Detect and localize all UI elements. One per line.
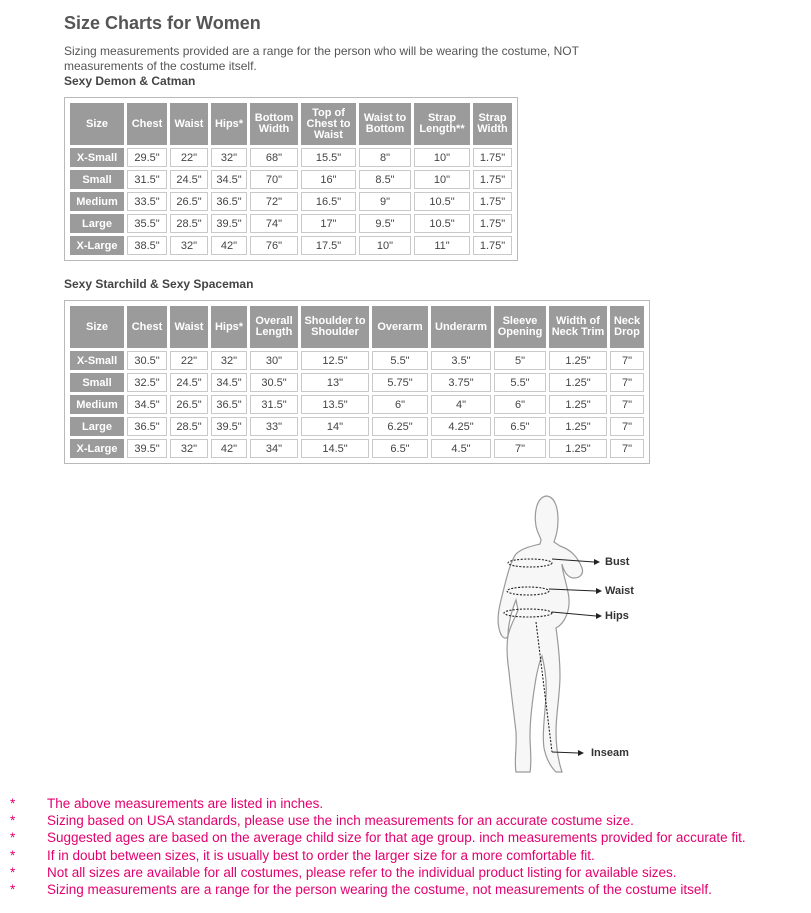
table-cell: 1.75" [473,236,512,255]
note-text: The above measurements are listed in inches. [47,796,324,811]
table1-header: Bottom Width [250,103,298,145]
table2-header: Neck Drop [610,306,644,348]
note-item [10,864,810,881]
table-cell: 28.5" [170,214,208,233]
table-row [70,417,644,436]
note-bullet: * [10,881,16,897]
table2-header-row [70,306,644,348]
table2-header: Size [70,306,124,348]
table-row [70,395,644,414]
inseam-arrowhead [578,750,584,756]
table-cell: 1.75" [473,148,512,167]
table-cell: 3.5" [431,351,491,370]
size-cell: Medium [70,192,124,211]
inseam-label: Inseam [591,747,629,759]
table-row [70,170,512,189]
table-cell: 11" [414,236,470,255]
table-cell: 1.25" [549,439,607,458]
table-cell: 1.25" [549,395,607,414]
table-cell: 34.5" [211,373,247,392]
table-cell: 1.25" [549,351,607,370]
table-cell: 30" [250,351,298,370]
table-cell: 16.5" [301,192,356,211]
page-title: Size Charts for Women [64,13,261,33]
table-cell: 29.5" [127,148,167,167]
table-cell: 8" [359,148,411,167]
table-cell: 7" [610,373,644,392]
table-row [70,351,644,370]
table1-header: Waist [170,103,208,145]
intro-text: Sizing measurements provided are a range for the person who will be wearing the costume, NOT measurements of the costume itself. [64,44,579,73]
note-bullet: * [10,796,16,811]
woman-silhouette-icon [478,492,638,777]
table1-header: Hips* [211,103,247,145]
note-item [10,847,810,864]
table-cell: 26.5" [170,192,208,211]
table-cell: 3.75" [431,373,491,392]
table2-header: Underarm [431,306,491,348]
table-cell: 24.5" [170,373,208,392]
table-cell: 72" [250,192,298,211]
table1-header: Strap Length** [414,103,470,145]
table-row [70,192,512,211]
table-cell: 10" [359,236,411,255]
waist-arrowhead [596,588,602,594]
size-cell: X-Large [70,439,124,458]
table-cell: 14" [301,417,369,436]
table-cell: 68" [250,148,298,167]
table2-header: Waist [170,306,208,348]
table-cell: 13" [301,373,369,392]
hips-label: Hips [605,610,629,622]
table-cell: 39.5" [211,417,247,436]
bust-arrowhead [594,559,600,565]
table-cell: 17" [301,214,356,233]
table-cell: 10.5" [414,192,470,211]
table-cell: 36.5" [211,192,247,211]
note-item [10,812,810,829]
table-row [70,236,512,255]
table-cell: 42" [211,439,247,458]
table-cell: 38.5" [127,236,167,255]
table-cell: 13.5" [301,395,369,414]
table-cell: 6.5" [494,417,546,436]
table1-header: Chest [127,103,167,145]
table1-header: Strap Width [473,103,512,145]
table-cell: 1.25" [549,373,607,392]
note-text: Suggested ages are based on the average child size for that age group. inch measurements provided for accurate fit. [47,830,746,846]
table-cell: 39.5" [211,214,247,233]
sizing-notes [10,795,810,898]
table-cell: 4" [431,395,491,414]
table-row [70,373,644,392]
note-bullet: * [10,813,16,829]
size-table-demon-catman [64,97,518,261]
table-cell: 8.5" [359,170,411,189]
table-cell: 17.5" [301,236,356,255]
table-cell: 22" [170,148,208,167]
table-cell: 32" [170,439,208,458]
note-text: Not all sizes are available for all costumes, please refer to the individual product listing for available sizes. [47,864,677,880]
table-cell: 32" [170,236,208,255]
table-cell: 30.5" [250,373,298,392]
table-cell: 6" [372,395,428,414]
table-cell: 42" [211,236,247,255]
table1-header: Waist to Bottom [359,103,411,145]
table-cell: 6.25" [372,417,428,436]
table-row [70,148,512,167]
note-bullet: * [10,830,16,846]
table2-header: Overarm [372,306,428,348]
table-cell: 1.75" [473,170,512,189]
table-cell: 7" [610,351,644,370]
table-cell: 9" [359,192,411,211]
table-cell: 7" [610,395,644,414]
table-cell: 34" [250,439,298,458]
bust-label: Bust [605,556,630,568]
table-cell: 31.5" [250,395,298,414]
note-text: If in doubt between sizes, it is usually best to order the larger size for a more comfortable fit. [47,847,595,863]
table2-header: Width of Neck Trim [549,306,607,348]
table-cell: 74" [250,214,298,233]
table1-header: Size [70,103,124,145]
table-cell: 1.25" [549,417,607,436]
size-cell: Small [70,170,124,189]
table1-header: Top of Chest to Waist [301,103,356,145]
note-item [10,829,810,846]
table-cell: 1.75" [473,214,512,233]
table-cell: 24.5" [170,170,208,189]
table-cell: 9.5" [359,214,411,233]
table-cell: 33.5" [127,192,167,211]
table-cell: 7" [610,439,644,458]
note-bullet: * [10,847,16,863]
note-item [10,881,810,898]
table-cell: 34.5" [211,170,247,189]
table-cell: 12.5" [301,351,369,370]
size-cell: Small [70,373,124,392]
size-cell: Large [70,417,124,436]
table-cell: 36.5" [127,417,167,436]
table-cell: 4.25" [431,417,491,436]
table-cell: 5.5" [372,351,428,370]
table-cell: 1.75" [473,192,512,211]
table2-header: Shoulder to Shoulder [301,306,369,348]
table2-header: Overall Length [250,306,298,348]
table-cell: 5.75" [372,373,428,392]
table2-header: Sleeve Opening [494,306,546,348]
waist-label: Waist [605,585,634,597]
table-cell: 7" [610,417,644,436]
table-cell: 10" [414,170,470,189]
size-cell: X-Small [70,351,124,370]
table-cell: 5" [494,351,546,370]
note-text: Sizing measurements are a range for the person wearing the costume, not measurements of the costume itself. [47,881,712,897]
note-item [10,795,810,812]
table-cell: 36.5" [211,395,247,414]
table-cell: 6.5" [372,439,428,458]
table-cell: 31.5" [127,170,167,189]
table1-title: Sexy Demon & Catman [64,74,196,88]
table-cell: 7" [494,439,546,458]
size-table-starchild-spaceman [64,300,650,464]
table-cell: 76" [250,236,298,255]
table-cell: 5.5" [494,373,546,392]
note-bullet: * [10,864,16,880]
size-cell: Large [70,214,124,233]
note-text: Sizing based on USA standards, please use the inch measurements for an accurate costume size. [47,813,634,829]
table-cell: 32" [211,148,247,167]
table-cell: 16" [301,170,356,189]
table-cell: 15.5" [301,148,356,167]
table-cell: 39.5" [127,439,167,458]
table-cell: 32.5" [127,373,167,392]
table-cell: 70" [250,170,298,189]
table-cell: 6" [494,395,546,414]
table-cell: 30.5" [127,351,167,370]
size-cell: X-Small [70,148,124,167]
table2-header: Chest [127,306,167,348]
table-cell: 4.5" [431,439,491,458]
table-cell: 10.5" [414,214,470,233]
table-cell: 26.5" [170,395,208,414]
table-cell: 14.5" [301,439,369,458]
table-cell: 34.5" [127,395,167,414]
table-cell: 10" [414,148,470,167]
table2-header: Hips* [211,306,247,348]
table-cell: 35.5" [127,214,167,233]
table-row [70,439,644,458]
hips-arrowhead [596,613,602,619]
table-cell: 28.5" [170,417,208,436]
silhouette-outline [498,496,582,772]
table-row [70,214,512,233]
table-cell: 32" [211,351,247,370]
table-cell: 22" [170,351,208,370]
size-cell: Medium [70,395,124,414]
table-cell: 33" [250,417,298,436]
size-cell: X-Large [70,236,124,255]
table1-header-row [70,103,512,145]
table2-title: Sexy Starchild & Sexy Spaceman [64,277,254,291]
body-measurement-figure [478,492,638,777]
